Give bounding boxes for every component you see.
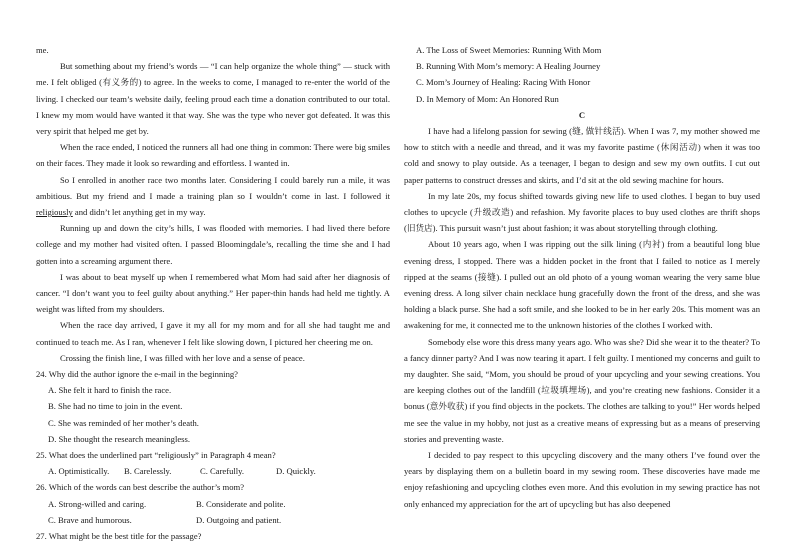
option-25b: B. Carelessly. — [124, 466, 172, 477]
option-25c: C. Carefully. — [200, 466, 245, 477]
passage-paragraph: Crossing the finish line, I was filled with her love and a sense of peace. — [60, 352, 305, 363]
question-27: 27. What might be the best title for the passage? — [36, 531, 202, 542]
option-27c: C. Mom’s Journey of Healing: Racing With Honor — [416, 77, 591, 88]
left-column — [36, 42, 390, 544]
passage-paragraph: About 10 years ago, when I was ripping out the silk lining (内衬) from a beautiful long blue evening dress, I stopped. There was a hidden pocket in the front that I failed to notice as I merely ripped at the seams (接缝). I pulled out an old photo of a young woman wearing the very same blue evening dress. A long silver chain necklace hung gracefully down the front of the dress, and she was holding a black purse. She had a soft smile, and she looked to be in her early 20s. This moment was an awakening for me, it connected me to the unknown histories of the clothes I worked with. — [404, 239, 760, 331]
option-27a: A. The Loss of Sweet Memories: Running With Mom — [416, 45, 602, 55]
option-24a: A. She felt it hard to finish the race. — [48, 385, 172, 396]
option-25d: D. Quickly. — [276, 466, 316, 477]
option-27d: D. In Memory of Mom: An Honored Run — [416, 93, 559, 104]
passage-paragraph: I was about to beat myself up when I remembered what Mom had said after her diagnosis of cancer. “I don’t want you to feel guilty about anything.” Her paper-thin hands had held me tightly. A weight was lifted from my shoulders. — [36, 271, 390, 315]
question-24: 24. Why did the author ignore the e-mail in the beginning? — [36, 369, 238, 380]
passage-text: and didn’t let anything get in my way. — [72, 207, 206, 218]
options-26-row1 — [36, 496, 390, 512]
passage-paragraph — [36, 172, 390, 221]
options-26-row2 — [36, 512, 390, 528]
passage-paragraph: When the race ended, I noticed the runners all had one thing in common: There were big smiles on their faces. They made it look so rewarding and effortless. I wanted in. — [36, 142, 390, 169]
option-24d: D. She thought the research meaningless. — [48, 433, 190, 444]
passage-paragraph: me. — [36, 45, 49, 55]
passage-paragraph: Running up and down the city’s hills, I was flooded with memories. I had lived there before college and my mother had visited often. I passed Bloomingdale’s, recalling the time she and I had gotten into a screaming argument there. — [36, 223, 390, 266]
option-27b: B. Running With Mom’s memory: A Healing Journey — [416, 61, 601, 72]
right-column — [404, 42, 760, 512]
section-heading: C — [578, 109, 586, 120]
passage-paragraph: I decided to pay respect to this upcycling discovery and the many others I’ve found over the years by displaying them on a bulletin board in my sewing room. These discoveries have made me enjoy refashioning and upcycling clothes even more. And this evolution in my sewing practice has not only enhanced my appreciation for the art of upcycling but has also deepened — [404, 450, 760, 509]
passage-paragraph: When the race day arrived, I gave it my all for my mom and for all she had taught me and continued to teach me. As I ran, whenever I felt like slowing down, I pictured her cheering me on. — [36, 320, 390, 347]
option-24c: C. She was reminded of her mother’s death. — [48, 417, 199, 428]
option-26c: C. Brave and humorous. — [48, 514, 132, 525]
option-26d: D. Outgoing and patient. — [196, 514, 282, 525]
passage-paragraph: In my late 20s, my focus shifted towards giving new life to used clothes. I began to buy used clothes to upcycle (升级改造) and refashion. My favorite places to buy used clothes are thrift shops (旧货店). This pursuit wasn’t just about fashion; it was about storytelling through clothing. — [404, 190, 760, 234]
option-24b: B. She had no time to join in the event. — [48, 401, 183, 412]
option-25a: A. Optimistically. — [48, 466, 110, 477]
option-26b: B. Considerate and polite. — [196, 498, 286, 509]
passage-paragraph: But something about my friend’s words — “I can help organize the whole thing” — stuck with me. I felt obliged (有义务的) to agree. In the weeks to come, I managed to re-enter the world of the living. I checked our team’s website daily, feeling proud each time a donation contributed to our total. I knew my mom would have wanted it that way. She was the type who never got defeated. It was this very spirit that helped me get by. — [36, 61, 390, 137]
question-26: 26. Which of the words can best describe the author’s mom? — [36, 482, 245, 493]
options-25 — [36, 463, 390, 479]
passage-paragraph: Somebody else wore this dress many years ago. Who was she? Did she wear it to the theater? To a fancy dinner party? And I was now tearing it apart. I felt guilty. I mentioned my concerns and guilt to my daughter. She said, “Mom, you should be proud of your upcycling and your sewing creations. You are keeping clothes out of the landfill (垃圾填埋场), and you’re creating new fashions. Consider it a bonus (意外收获) if you find objects in the pockets. The clothes are talking to you!” Her words helped me see the value in my hobby, not just as a creative means of expressing but as a means of preserving stories and preventing waste. — [404, 336, 761, 444]
underlined-word: religiously — [36, 207, 73, 218]
passage-paragraph: I have had a lifelong passion for sewing (缝, 做针线活). When I was 7, my mother showed me how to stitch with a needle and thread, and it was my favorite pastime (休闲活动) when it was too cold and snowy to play outside. As a teenager, I began to design and sew my own outfits. I cut out paper patterns to construct dresses and skirts, and I’d sit at the old sewing machine for hours. — [404, 126, 760, 185]
passage-text: So I enrolled in another race two months later. Considering I could barely run a mile, it was ambitious. But my friend and I made a training plan so I wouldn’t come in last. I followed it — [36, 174, 390, 201]
question-25: 25. What does the underlined part “religiously” in Paragraph 4 mean? — [36, 450, 276, 461]
option-26a: A. Strong-willed and caring. — [48, 498, 147, 509]
